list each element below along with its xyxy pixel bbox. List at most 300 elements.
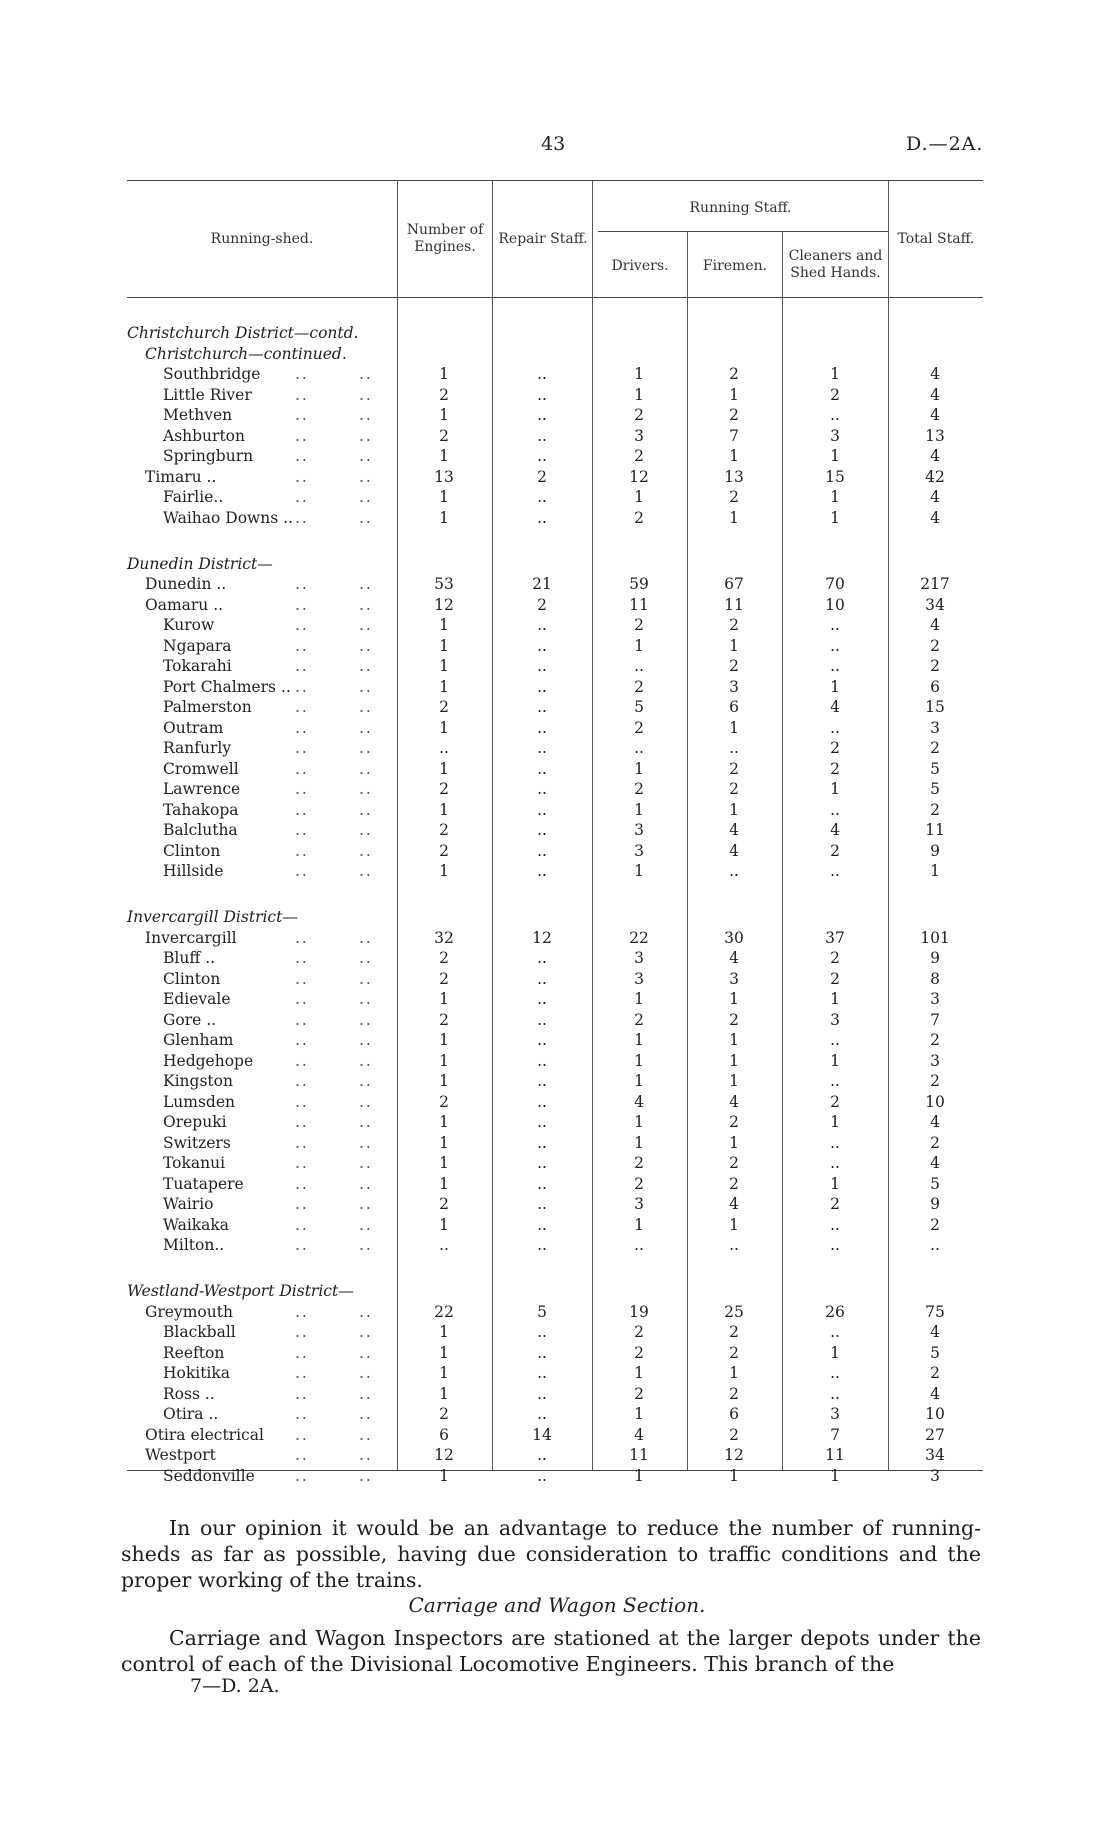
leader-dots: ..	[295, 1092, 309, 1111]
table-cell: ..	[537, 718, 547, 737]
leader-dots: ..	[295, 1010, 309, 1029]
table-cell: 4	[930, 365, 940, 383]
table-cell: 1	[634, 488, 644, 506]
table-cell: ..	[537, 1405, 547, 1424]
table-cell: ..	[537, 1466, 547, 1485]
header-engines: Number of Engines.	[406, 222, 484, 255]
table-cell: 2	[439, 821, 449, 840]
leader-dots: ..	[295, 969, 309, 988]
table-cell: 3	[830, 426, 840, 445]
table-cell: 1	[439, 1051, 449, 1070]
table-cell: 3	[634, 1195, 644, 1214]
table-cell: 2	[729, 616, 739, 635]
body-paragraph	[121, 1625, 981, 1677]
table-cell: 2	[930, 800, 940, 819]
table-row	[127, 1010, 983, 1030]
leader-dots: ..	[359, 759, 373, 778]
table-cell: 4	[830, 698, 840, 717]
leader-dots: ..	[295, 1446, 309, 1465]
table-cell: 1	[729, 1466, 739, 1485]
table-row	[127, 820, 983, 840]
table-cell: 2	[830, 949, 840, 968]
table-cell: ..	[537, 1174, 547, 1193]
leader-dots: ..	[359, 1010, 373, 1029]
table-cell: 2	[830, 969, 840, 988]
leader-dots: ..	[359, 1174, 373, 1193]
leader-dots: ..	[295, 365, 309, 383]
table-cell: 1	[729, 800, 739, 819]
table-cell: ..	[830, 1072, 840, 1091]
table-row	[127, 1302, 983, 1322]
leader-dots: ..	[359, 969, 373, 988]
table-cell: ..	[537, 990, 547, 1009]
table-cell: 1	[729, 1051, 739, 1070]
table-cell: 2	[634, 1154, 644, 1173]
table-row	[127, 405, 983, 425]
table-cell: 2	[439, 698, 449, 717]
table-cell: 8	[930, 969, 940, 988]
table-cell: 12	[532, 928, 552, 947]
table-cell: 2	[729, 780, 739, 799]
table-row	[127, 841, 983, 861]
table-cell: 1	[439, 508, 449, 527]
body-paragraph	[121, 1515, 981, 1593]
table-cell: ..	[830, 657, 840, 676]
table-row	[127, 1174, 983, 1194]
table-cell: ..	[537, 1384, 547, 1403]
table-cell: 2	[729, 1425, 739, 1444]
table-cell: 59	[629, 575, 649, 594]
table-cell: ..	[537, 1092, 547, 1111]
table-cell: 10	[925, 1405, 945, 1424]
leader-dots: ..	[295, 780, 309, 799]
leader-dots: ..	[295, 821, 309, 840]
leader-dots: ..	[295, 1031, 309, 1050]
table-cell: 5	[930, 1343, 940, 1362]
shed-name: Waikaka	[163, 1215, 230, 1234]
leader-dots: ..	[359, 1215, 373, 1234]
table-cell: 2	[729, 1113, 739, 1132]
table-row	[127, 861, 983, 881]
table-cell: 7	[930, 1010, 940, 1029]
table-cell: 1	[729, 990, 739, 1009]
table-cell: 1	[634, 1466, 644, 1485]
table-cell: 4	[634, 1092, 644, 1111]
shed-name: Ashburton	[163, 426, 245, 445]
table-cell: ..	[729, 1236, 739, 1255]
table-row	[127, 385, 983, 405]
table-cell: 6	[729, 1405, 739, 1424]
shed-name: Glenham	[163, 1031, 234, 1050]
table-cell: 27	[925, 1425, 945, 1444]
leader-dots: ..	[359, 1031, 373, 1050]
table-cell: 12	[629, 467, 649, 486]
table-cell: ..	[830, 1031, 840, 1050]
table-cell: 1	[830, 1113, 840, 1132]
header-running-shed: Running-shed.	[210, 231, 314, 247]
table-cell: 2	[634, 508, 644, 527]
leader-dots: ..	[295, 1113, 309, 1132]
shed-name: Clinton	[163, 969, 221, 988]
table-row	[127, 1153, 983, 1173]
leader-dots: ..	[295, 1072, 309, 1091]
table-cell: ..	[537, 1364, 547, 1383]
table-cell: 1	[830, 677, 840, 696]
leader-dots: ..	[295, 508, 309, 527]
leader-dots: ..	[359, 488, 373, 506]
table-row	[127, 677, 983, 697]
leader-dots: ..	[295, 800, 309, 819]
leader-dots: ..	[359, 508, 373, 527]
table-cell: 2	[439, 426, 449, 445]
shed-name: Palmerston	[163, 698, 252, 717]
table-cell: 2	[830, 385, 840, 404]
table-cell: ..	[830, 1154, 840, 1173]
table-cell: 1	[634, 1215, 644, 1234]
table-cell: 1	[830, 508, 840, 527]
leader-dots: ..	[295, 1405, 309, 1424]
shed-name: Seddonville	[163, 1466, 255, 1485]
table-cell: 101	[920, 928, 950, 947]
leader-dots: ..	[359, 1133, 373, 1152]
shed-name: Tuatapere	[163, 1174, 244, 1193]
leader-dots: ..	[295, 718, 309, 737]
table-cell: 1	[729, 1133, 739, 1152]
leader-dots: ..	[359, 1466, 373, 1485]
shed-name: Switzers	[163, 1133, 231, 1152]
table-cell: 4	[729, 1195, 739, 1214]
leader-dots: ..	[359, 698, 373, 717]
leader-dots: ..	[359, 780, 373, 799]
table-row	[127, 1466, 983, 1486]
leader-dots: ..	[295, 1154, 309, 1173]
table-cell: 1	[634, 1113, 644, 1132]
table-cell: ..	[830, 862, 840, 881]
shed-name: Clinton	[163, 841, 221, 860]
header-cleaners: Cleaners and Shed Hands.	[788, 248, 883, 281]
table-cell: 37	[825, 928, 845, 947]
leader-dots: ..	[359, 1154, 373, 1173]
table-cell: ..	[830, 406, 840, 424]
table-cell: 22	[629, 928, 649, 947]
table-cell: 3	[830, 1405, 840, 1424]
table-cell: 2	[830, 739, 840, 758]
table-cell: ..	[439, 1236, 449, 1255]
leader-dots: ..	[295, 1466, 309, 1485]
table-cell: 21	[532, 575, 552, 594]
table-cell: 4	[930, 385, 940, 404]
leader-dots: ..	[359, 447, 373, 465]
table-row	[127, 1445, 983, 1465]
table-cell: 1	[634, 1031, 644, 1050]
table-cell: 2	[830, 759, 840, 778]
leader-dots: ..	[359, 365, 373, 383]
table-cell: 5	[930, 1174, 940, 1193]
table-cell: 2	[729, 1010, 739, 1029]
shed-name: Cromwell	[163, 759, 239, 778]
table-cell: ..	[830, 1215, 840, 1234]
table-cell: 11	[629, 595, 649, 614]
shed-name: Little River	[163, 385, 252, 404]
table-cell: 3	[729, 677, 739, 696]
table-cell: ..	[537, 508, 547, 527]
table-cell: 15	[925, 698, 945, 717]
table-cell: ..	[537, 759, 547, 778]
table-cell: ..	[830, 1236, 840, 1255]
table-cell: 1	[634, 636, 644, 655]
table-cell: 4	[930, 1154, 940, 1173]
table-row	[127, 969, 983, 989]
table-cell: 2	[634, 406, 644, 424]
table-cell: 1	[830, 1343, 840, 1362]
table-cell: 3	[930, 1466, 940, 1485]
table-cell: 2	[634, 780, 644, 799]
shed-name: Ross ..	[163, 1384, 215, 1403]
shed-name: Invercargill	[145, 928, 237, 947]
leader-dots: ..	[295, 488, 309, 506]
table-cell: 3	[634, 841, 644, 860]
table-cell: 4	[930, 488, 940, 506]
table-cell: 11	[925, 821, 945, 840]
header-drivers: Drivers.	[611, 258, 669, 274]
shed-name: Tokarahi	[163, 657, 232, 676]
table-cell: ..	[634, 1236, 644, 1255]
table-cell: 1	[830, 1466, 840, 1485]
table-row	[127, 1363, 983, 1383]
table-cell: 13	[724, 467, 744, 486]
leader-dots: ..	[359, 636, 373, 655]
table-row	[127, 446, 983, 466]
table-cell: 7	[830, 1425, 840, 1444]
table-row	[127, 948, 983, 968]
leader-dots: ..	[359, 1302, 373, 1321]
table-cell: 1	[439, 759, 449, 778]
table-cell: ..	[537, 488, 547, 506]
leader-dots: ..	[359, 1364, 373, 1383]
leader-dots: ..	[295, 677, 309, 696]
table-cell: 6	[439, 1425, 449, 1444]
shed-name: Timaru ..	[145, 467, 217, 486]
table-cell: 4	[930, 616, 940, 635]
table-cell: 2	[729, 1174, 739, 1193]
table-cell: 1	[439, 657, 449, 676]
shed-name: Bluff ..	[163, 949, 216, 968]
table-cell: ..	[830, 1384, 840, 1403]
table-cell: ..	[830, 616, 840, 635]
table-cell: 2	[634, 1343, 644, 1362]
shed-name: Lumsden	[163, 1092, 236, 1111]
table-cell: ..	[830, 1364, 840, 1383]
table-cell: 4	[634, 1425, 644, 1444]
table-cell: 1	[439, 1215, 449, 1234]
table-cell: 3	[729, 969, 739, 988]
shed-name: Waihao Downs ..	[163, 508, 294, 527]
table-cell: ..	[537, 1072, 547, 1091]
shed-name: Hokitika	[163, 1364, 231, 1383]
table-cell: ..	[537, 698, 547, 717]
table-row	[127, 636, 983, 656]
table-cell: 13	[925, 426, 945, 445]
table-cell: ..	[537, 1154, 547, 1173]
leader-dots: ..	[295, 467, 309, 486]
leader-dots: ..	[295, 1302, 309, 1321]
table-cell: ..	[537, 1195, 547, 1214]
table-cell: 2	[439, 1405, 449, 1424]
table-cell: ..	[537, 1031, 547, 1050]
table-cell: 2	[729, 1343, 739, 1362]
leader-dots: ..	[359, 718, 373, 737]
table-cell: 75	[925, 1302, 945, 1321]
table-row	[127, 1133, 983, 1153]
table-cell: 3	[930, 718, 940, 737]
table-cell: 5	[930, 780, 940, 799]
table-cell: 1	[634, 990, 644, 1009]
leader-dots: ..	[359, 1051, 373, 1070]
table-cell: 1	[634, 1072, 644, 1091]
table-row	[127, 1404, 983, 1424]
shed-name: Oamaru ..	[145, 595, 224, 614]
table-row	[127, 508, 983, 528]
table-cell: 1	[634, 800, 644, 819]
table-cell: 1	[830, 447, 840, 465]
table-cell: 1	[729, 1364, 739, 1383]
header-bottom-rule	[127, 297, 983, 298]
table-cell: 1	[830, 1051, 840, 1070]
table-cell: ..	[439, 739, 449, 758]
paragraph-running-sheds: In our opinion it would be an advantage to reduce the number of running-sheds as far as possible, having due consideration to traffic conditions and the proper working of the trains.	[121, 1516, 981, 1592]
district-subheading: Christchurch—continued.	[145, 344, 347, 363]
table-cell: 2	[830, 841, 840, 860]
leader-dots: ..	[359, 739, 373, 758]
table-cell: 2	[930, 657, 940, 676]
table-cell: 1	[439, 718, 449, 737]
table-cell: 2	[439, 385, 449, 404]
table-cell: 4	[729, 949, 739, 968]
table-cell: 1	[439, 447, 449, 465]
table-cell: 5	[537, 1302, 547, 1321]
table-cell: ..	[537, 1323, 547, 1342]
table-cell: ..	[537, 739, 547, 758]
shed-name: Reefton	[163, 1343, 225, 1362]
table-cell: 1	[439, 1072, 449, 1091]
table-cell: 2	[439, 841, 449, 860]
leader-dots: ..	[359, 677, 373, 696]
leader-dots: ..	[295, 759, 309, 778]
table-cell: 2	[439, 1092, 449, 1111]
table-cell: ..	[537, 447, 547, 465]
table-row	[127, 928, 983, 948]
table-cell: 2	[930, 1215, 940, 1234]
table-cell: 10	[925, 1092, 945, 1111]
table-cell: 3	[830, 1010, 840, 1029]
table-cell: ..	[830, 800, 840, 819]
table-row	[127, 656, 983, 676]
table-cell: ..	[537, 1446, 547, 1465]
table-cell: 1	[830, 488, 840, 506]
leader-dots: ..	[295, 1215, 309, 1234]
table-cell: 2	[830, 1092, 840, 1111]
leader-dots: ..	[295, 1133, 309, 1152]
table-cell: 1	[634, 862, 644, 881]
table-cell: ..	[537, 657, 547, 676]
table-cell: 11	[825, 1446, 845, 1465]
table-row	[127, 1112, 983, 1132]
leader-dots: ..	[359, 928, 373, 947]
shed-name: Tahakopa	[163, 800, 239, 819]
table-cell: 2	[439, 1195, 449, 1214]
leader-dots: ..	[359, 595, 373, 614]
shed-name: Hedgehope	[163, 1051, 254, 1070]
leader-dots: ..	[359, 657, 373, 676]
table-top-rule	[127, 180, 983, 181]
shed-name: Edievale	[163, 990, 231, 1009]
table-cell: 2	[729, 1384, 739, 1403]
leader-dots: ..	[359, 426, 373, 445]
table-cell: 217	[920, 575, 950, 594]
table-cell: 2	[439, 969, 449, 988]
table-cell: 1	[830, 780, 840, 799]
leader-dots: ..	[295, 862, 309, 881]
leader-dots: ..	[295, 698, 309, 717]
table-cell: ..	[537, 969, 547, 988]
table-cell: 2	[930, 1364, 940, 1383]
table-cell: 2	[729, 657, 739, 676]
table-cell: 25	[724, 1302, 744, 1321]
table-cell: 1	[634, 1051, 644, 1070]
table-cell: ..	[537, 821, 547, 840]
table-cell: ..	[537, 636, 547, 655]
table-cell: 22	[434, 1302, 454, 1321]
leader-dots: ..	[359, 1323, 373, 1342]
leader-dots: ..	[359, 616, 373, 635]
table-row	[127, 1071, 983, 1091]
table-cell: 4	[830, 821, 840, 840]
table-row	[127, 595, 983, 615]
table-cell: 1	[729, 1031, 739, 1050]
table-row	[127, 1425, 983, 1445]
table-cell: 1	[439, 1154, 449, 1173]
table-cell: 1	[439, 1323, 449, 1342]
leader-dots: ..	[295, 1195, 309, 1214]
shed-name: Blackball	[163, 1323, 236, 1342]
table-cell: 4	[729, 1092, 739, 1111]
leader-dots: ..	[295, 1174, 309, 1193]
leader-dots: ..	[295, 616, 309, 635]
table-cell: 1	[729, 385, 739, 404]
table-cell: ..	[830, 636, 840, 655]
table-row	[127, 697, 983, 717]
table-cell: 1	[439, 1031, 449, 1050]
leader-dots: ..	[295, 1343, 309, 1362]
shed-name: Methven	[163, 406, 233, 424]
table-row	[127, 487, 983, 507]
leader-dots: ..	[295, 657, 309, 676]
leader-dots: ..	[295, 928, 309, 947]
table-cell: 12	[724, 1446, 744, 1465]
shed-name: Dunedin ..	[145, 575, 227, 594]
leader-dots: ..	[295, 426, 309, 445]
header-firemen: Firemen.	[702, 258, 768, 274]
table-cell: ..	[729, 862, 739, 881]
district-heading: Christchurch District—contd.	[127, 324, 359, 342]
table-cell: 2	[634, 677, 644, 696]
shed-name: Outram	[163, 718, 224, 737]
table-cell: 2	[537, 595, 547, 614]
table-cell: 2	[930, 1031, 940, 1050]
leader-dots: ..	[359, 1446, 373, 1465]
leader-dots: ..	[359, 1236, 373, 1255]
table-cell: 1	[439, 1466, 449, 1485]
